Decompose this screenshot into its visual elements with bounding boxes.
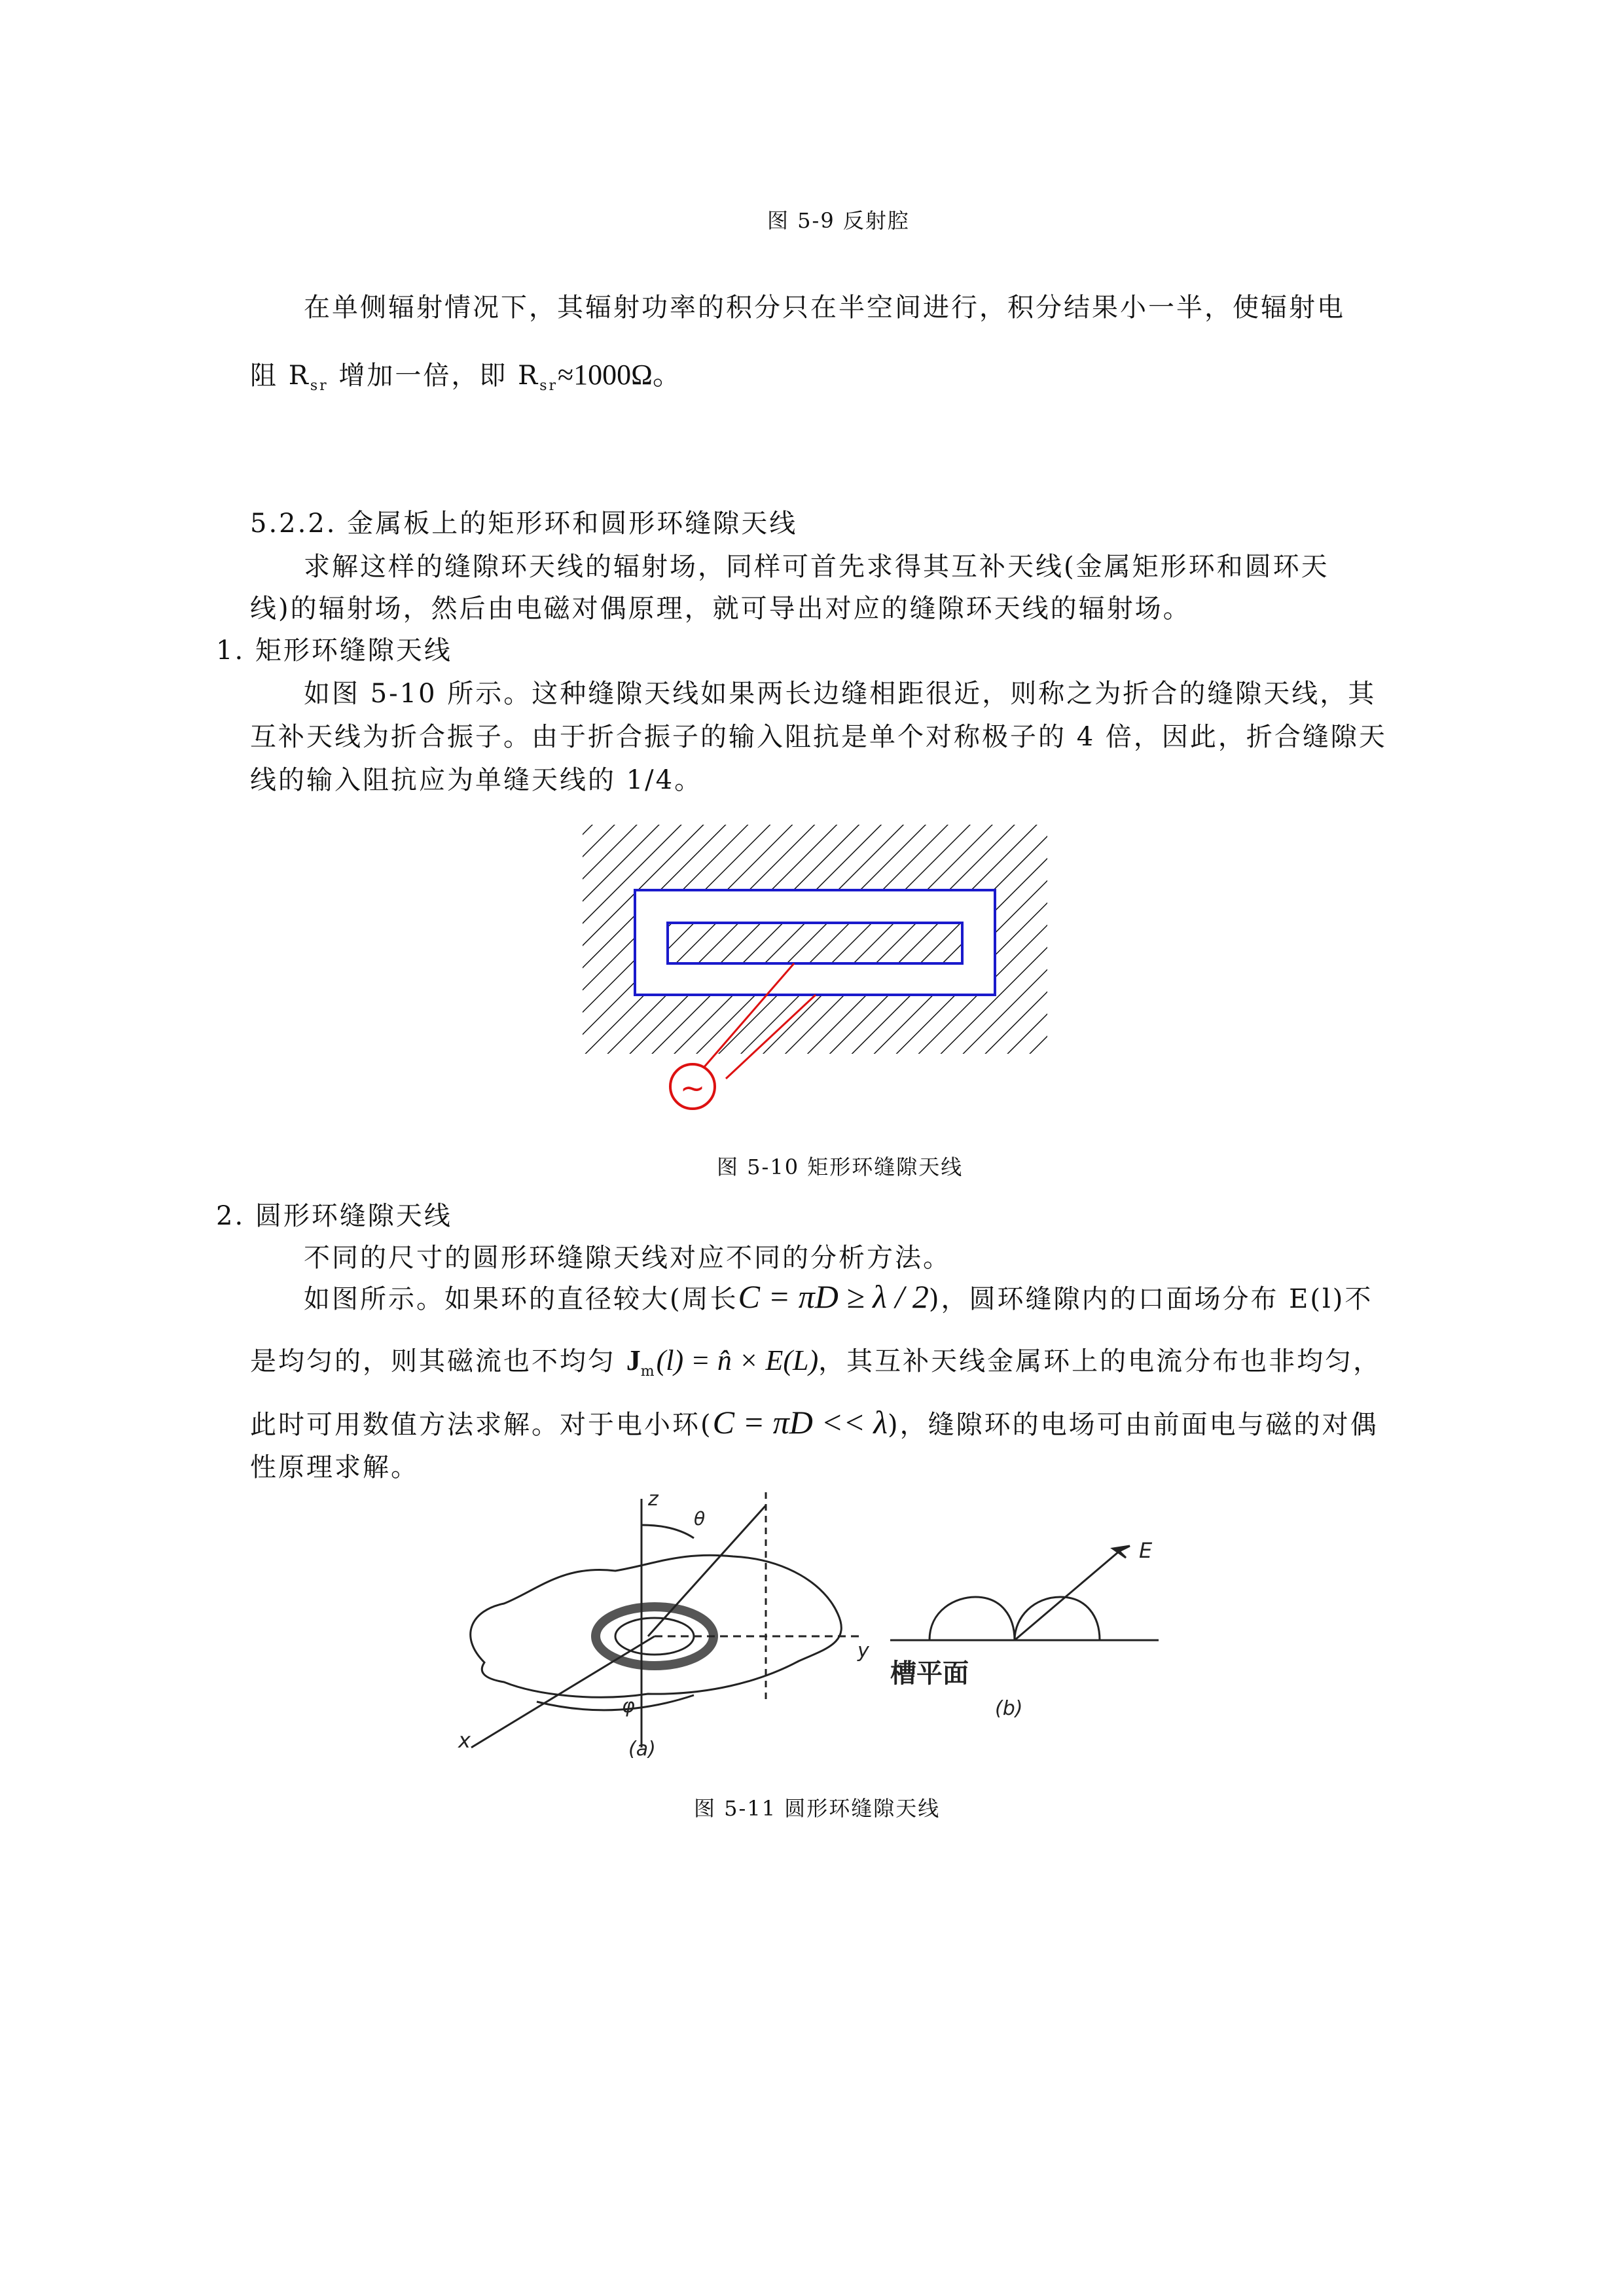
text-fragment: )，圆环缝隙内的口面场分布 E(l)不 (928, 1284, 1373, 1314)
pattern-lobe-left (929, 1597, 1015, 1640)
subsection-heading: 1. 矩形环缝隙天线 (216, 636, 452, 666)
formula: C = πD ≥ λ / 2 (738, 1278, 929, 1315)
text-fragment: ≈1000Ω。 (558, 359, 681, 391)
label-z: z (648, 1488, 659, 1511)
paragraph-line-resistance (250, 351, 681, 394)
label-phi: φ (622, 1695, 635, 1717)
paragraph-line-formula (250, 1340, 1381, 1380)
paragraph-line: 求解这样的缝隙环天线的辐射场，同样可首先求得其互补天线(金属矩形环和圆环天 (304, 552, 1329, 582)
text-fragment: 此时可用数值方法求解。对于电小环( (250, 1410, 713, 1440)
e-arrow-icon (1113, 1546, 1130, 1558)
section-heading: 5.2.2. 金属板上的矩形环和圆形环缝隙天线 (250, 509, 798, 539)
label-b: (b) (995, 1697, 1023, 1720)
formula: (l) = n̂ × E(L) (656, 1344, 819, 1376)
direction-line (648, 1505, 766, 1636)
paragraph-line: 在单侧辐射情况下，其辐射功率的积分只在半空间进行，积分结果小一半，使辐射电 (304, 293, 1345, 323)
label-slot-plane: 槽平面 (890, 1659, 969, 1689)
text-fragment: 增加一倍，即 R (328, 361, 540, 391)
subscript: m (640, 1363, 657, 1380)
e-direction-line (1015, 1551, 1119, 1640)
text-fragment: ，其互补天线金属环上的电流分布也非均匀， (818, 1346, 1382, 1376)
figure-b-pattern (890, 1546, 1159, 1640)
paragraph-line-formula (250, 1403, 1379, 1441)
x-axis (471, 1636, 655, 1748)
paragraph-line: 线的输入阻抗应为单缝天线的 1/4。 (250, 765, 703, 795)
figure-5-10-rect-slot-antenna (576, 818, 1060, 1126)
paragraph-line: 如图 5-10 所示。这种缝隙天线如果两长边缝相距很近，则称之为折合的缝隙天线，其 (304, 679, 1377, 709)
subsection-heading: 2. 圆形环缝隙天线 (216, 1201, 452, 1231)
subscript: sr (310, 378, 329, 394)
figure-5-11-circular-slot-antenna (432, 1486, 1204, 1761)
figure-5-9-caption: 图 5-9 反射腔 (767, 208, 910, 233)
paragraph-line: 性原理求解。 (250, 1452, 419, 1482)
subscript: sr (539, 378, 558, 394)
formula: J (626, 1344, 641, 1376)
figure-5-11-caption: 图 5-11 圆形环缝隙天线 (694, 1796, 941, 1821)
text-fragment: 阻 R (250, 361, 310, 391)
text-fragment: 是均匀的，则其磁流也不均匀 (250, 1346, 616, 1376)
text-fragment: )，缝隙环的电场可由前面电与磁的对偶 (888, 1410, 1379, 1440)
label-a: (a) (628, 1738, 656, 1761)
paragraph-line: 线)的辐射场，然后由电磁对偶原理，就可导出对应的缝隙环天线的辐射场。 (250, 594, 1191, 624)
text-fragment: 如图所示。如果环的直径较大(周长 (304, 1284, 738, 1314)
label-x: x (458, 1728, 471, 1753)
theta-arc (641, 1525, 694, 1538)
paragraph-line-formula (304, 1278, 1373, 1316)
label-y: y (857, 1640, 869, 1662)
figure-5-10-caption: 图 5-10 矩形环缝隙天线 (717, 1155, 964, 1179)
label-theta: θ (694, 1508, 706, 1530)
paragraph-line: 互补天线为折合振子。由于折合振子的输入阻抗是单个对称极子的 4 倍，因此，折合缝隙天 (250, 722, 1387, 752)
label-e: E (1139, 1538, 1153, 1563)
source-symbol: ~ (679, 1070, 706, 1105)
formula: C = πD << λ (712, 1404, 888, 1441)
paragraph-line: 不同的尺寸的圆形环缝隙天线对应不同的分析方法。 (304, 1243, 951, 1273)
figure-a-geometry (471, 1492, 864, 1748)
inner-metal-strip (668, 923, 962, 963)
